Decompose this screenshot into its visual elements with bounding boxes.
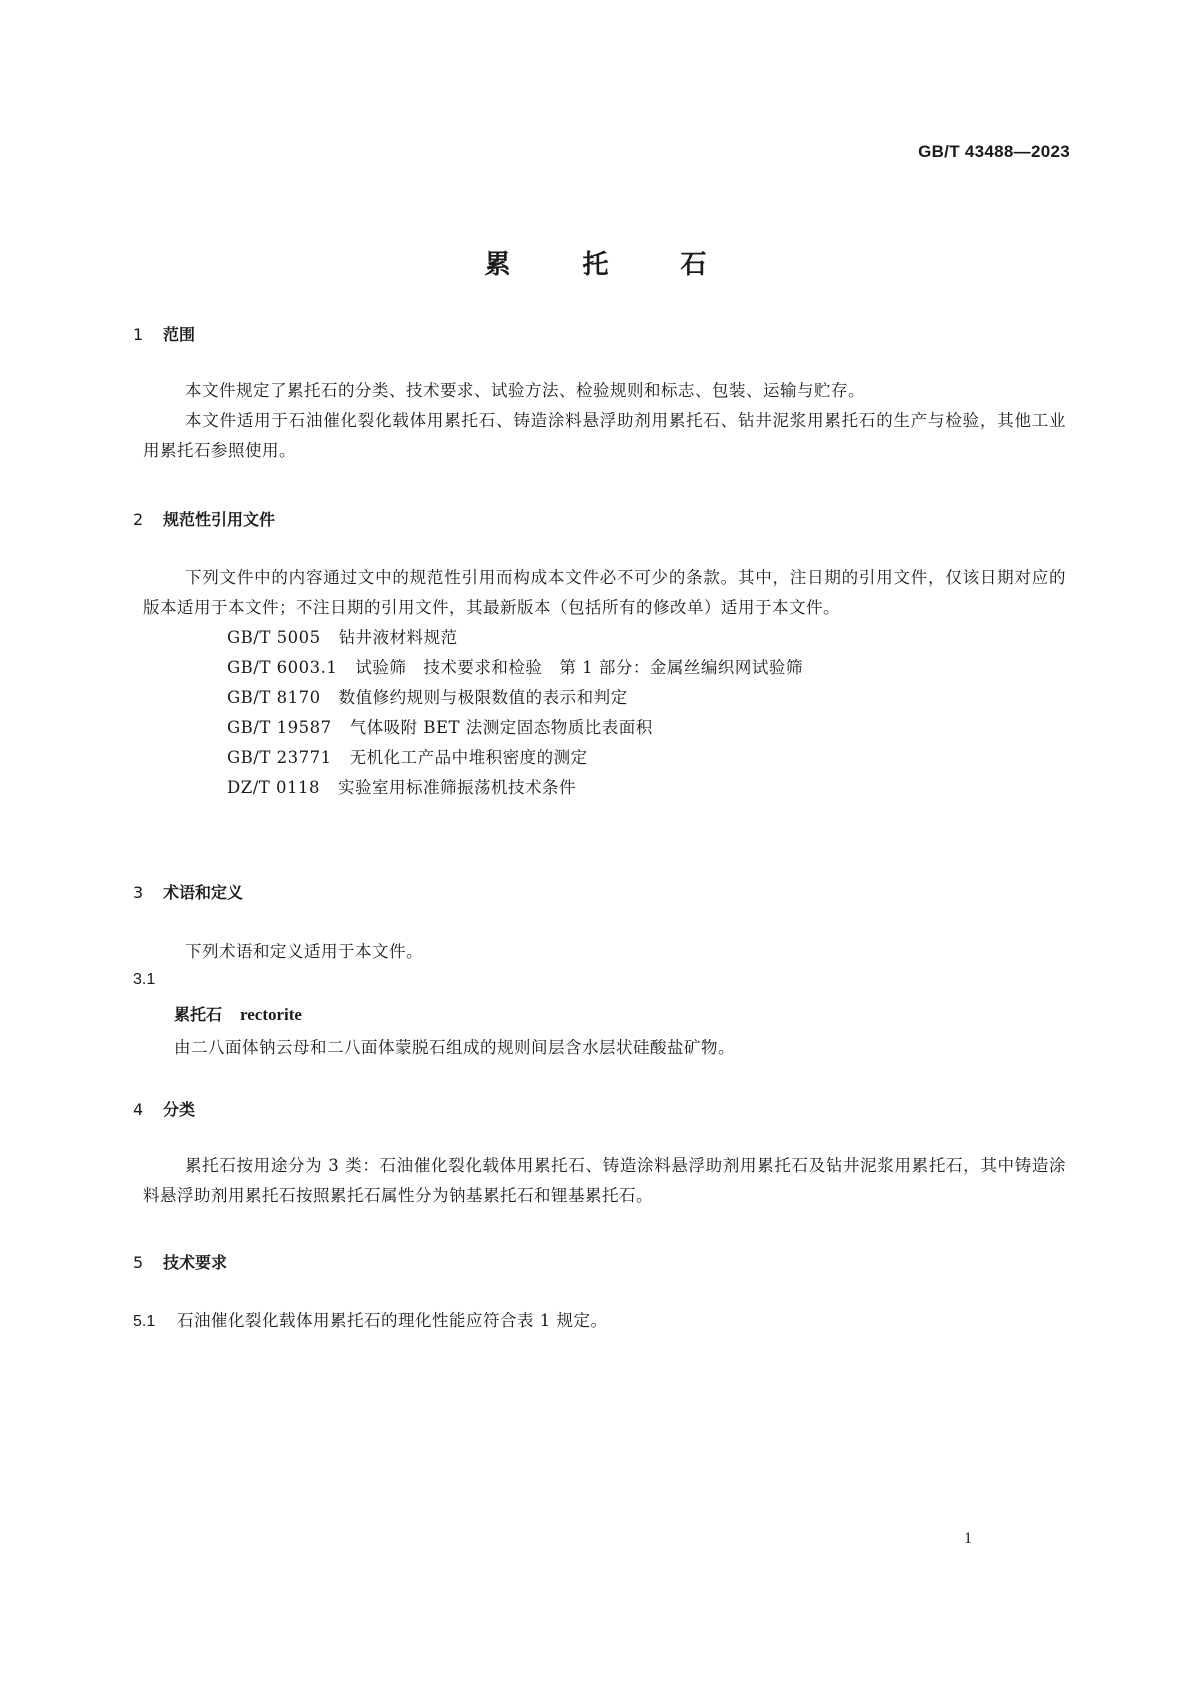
paragraph: 下列文件中的内容通过文中的规范性引用而构成本文件必不可少的条款。其中，注日期的引用文件，仅该日期对应的版本适用于本文件；不注日期的引用文件，其最新版本（包括所有的修改单）适用于本文件。 [143, 568, 1066, 617]
term-number: 3.1 [133, 971, 156, 988]
section-5-heading [133, 1250, 227, 1273]
section-3-intro: 下列术语和定义适用于本文件。 [185, 942, 423, 961]
reference-code: GB/T 19587 [227, 718, 332, 737]
section-1-heading [133, 322, 195, 345]
section-title: 技术要求 [163, 1253, 228, 1272]
section-1-body [143, 376, 1066, 466]
section-number: 1 [133, 325, 144, 344]
subsection-5-1 [133, 1307, 608, 1331]
title-char: 托 [582, 250, 609, 280]
section-3-heading [133, 880, 243, 903]
reference-title: 数值修约规则与极限数值的表示和判定 [338, 688, 628, 707]
title-char: 累 [484, 250, 511, 280]
reference-item [143, 623, 1066, 653]
section-number: 2 [133, 510, 144, 529]
term-chinese: 累托石 [174, 1005, 223, 1024]
reference-title: 无机化工产品中堆积密度的测定 [349, 748, 588, 767]
section-2-body [143, 563, 1066, 803]
reference-code: GB/T 5005 [227, 628, 321, 647]
reference-item [143, 773, 1066, 803]
section-4-heading [133, 1097, 195, 1120]
reference-code: GB/T 23771 [227, 748, 332, 767]
term-entry [174, 1002, 302, 1025]
reference-title: 气体吸附 BET 法测定固态物质比表面积 [349, 718, 653, 737]
reference-code: GB/T 6003.1 [227, 658, 338, 677]
reference-item [143, 713, 1066, 743]
page-number: 1 [964, 1530, 972, 1547]
reference-item [143, 743, 1066, 773]
document-title [0, 244, 1191, 281]
reference-title: 实验室用标准筛振荡机技术条件 [338, 778, 576, 797]
subsection-number: 5.1 [133, 1313, 156, 1330]
reference-code: DZ/T 0118 [227, 778, 320, 797]
paragraph: 本文件适用于石油催化裂化载体用累托石、铸造涂料悬浮助剂用累托石、钻井泥浆用累托石的生产与检验，其他工业用累托石参照使用。 [143, 411, 1066, 460]
reference-title: 试验筛 技术要求和检验 第 1 部分：金属丝编织网试验筛 [355, 658, 803, 677]
title-char: 石 [680, 250, 707, 280]
reference-code: GB/T 8170 [227, 688, 321, 707]
section-4-body [143, 1151, 1066, 1211]
section-title: 规范性引用文件 [163, 510, 276, 529]
reference-item [143, 653, 1066, 683]
section-title: 分类 [163, 1100, 196, 1119]
section-title: 范围 [163, 325, 196, 344]
term-definition: 由二八面体钠云母和二八面体蒙脱石组成的规则间层含水层状硅酸盐矿物。 [174, 1038, 735, 1057]
term-english: rectorite [240, 1005, 302, 1024]
reference-title: 钻井液材料规范 [338, 628, 458, 647]
subsection-text: 石油催化裂化载体用累托石的理化性能应符合表 1 规定。 [177, 1311, 608, 1330]
standard-code: GB/T 43488—2023 [918, 142, 1070, 161]
section-number: 3 [133, 883, 144, 902]
section-2-heading [133, 507, 275, 530]
section-title: 术语和定义 [163, 883, 244, 902]
section-number: 5 [133, 1253, 144, 1272]
paragraph: 累托石按用途分为 3 类：石油催化裂化载体用累托石、铸造涂料悬浮助剂用累托石及钻井泥浆用累托石，其中铸造涂料悬浮助剂用累托石按照累托石属性分为钠基累托石和锂基累托石。 [143, 1156, 1066, 1205]
reference-item [143, 683, 1066, 713]
paragraph: 本文件规定了累托石的分类、技术要求、试验方法、检验规则和标志、包装、运输与贮存。 [185, 381, 865, 400]
section-number: 4 [133, 1100, 144, 1119]
